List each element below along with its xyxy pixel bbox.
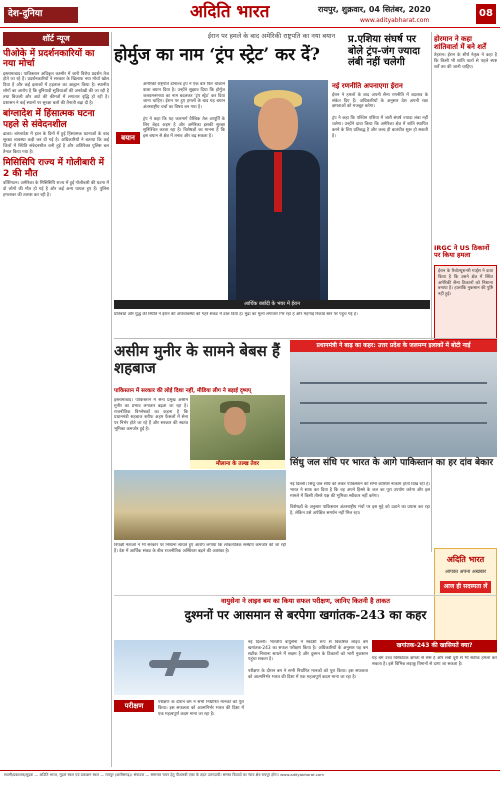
info-box bbox=[434, 265, 497, 340]
munir-article: इस्लामाबाद। पाकिस्तान में सेना प्रमुख असीम मुनीर का प्रभाव लगातार बढ़ता जा रहा है। राजनीतिक विश्लेषकों का कहना है कि प्रधानमंत्री शहबाज शरीफ अहम फैसलों में सेना पर निर्भर होते जा रहे हैं और सरकार की स्वतंत्र भूमिका कमजोर हुई है। bbox=[114, 398, 188, 432]
dam-structure bbox=[300, 422, 487, 424]
photo-face bbox=[258, 98, 298, 150]
indus-p2: विशेषज्ञों के अनुसार पाकिस्तान अंतरराष्ट्रीय मंचों पर इस मुद्दे को उठाने का प्रयास कर रहा है, लेकिन उसे अपेक्षित समर्थन नहीं मिल रहा। bbox=[290, 505, 430, 516]
features-article: यह बम उच्च विस्फोटक क्षमता से लैस है और लंबी दूरी से भी सटीक हमला कर सकता है। इसे विभिन्न लड़ाकू विमानों से दागा जा सकता है। bbox=[372, 656, 497, 667]
airforce-article bbox=[248, 640, 368, 765]
indus-headline: सिंधु जल संधि पर भारत के आगे पाकिस्तान का हर दांव बेकार bbox=[290, 458, 494, 468]
headline-pok: पीओके में प्रदर्शनकारियों का नया मोर्चा bbox=[3, 49, 95, 70]
munir-photo bbox=[190, 395, 285, 460]
flood-strip: प्रधानमंत्री ने बाढ़ का कहर: उत्तर प्रदेश के जलमग्न इलाकों में बोटी नाई bbox=[290, 340, 497, 352]
canal-photo bbox=[114, 470, 286, 540]
headline-irgc: IRGC ने US ठिकानों पर किया हमला bbox=[434, 244, 490, 260]
section-rule bbox=[114, 338, 497, 339]
dam-photo bbox=[290, 352, 497, 457]
article-mississippi: वॉशिंगटन। अमेरिका के मिसिसिपि राज्य में हुई गोलीबारी की घटना में दो लोगों की मौत हो गई है और कई अन्य घायल हुए हैं। पुलिस हमलावर की तलाश कर रही है। bbox=[3, 181, 109, 198]
photo-face bbox=[224, 407, 246, 435]
page-number: 08 bbox=[476, 4, 496, 24]
dam-structure bbox=[300, 382, 487, 384]
airforce-p2: परीक्षण के दौरान बम ने सभी निर्धारित मानकों को पूरा किया। इस सफलता को आत्मनिर्भर भारत की दिशा में एक महत्वपूर्ण कदम माना जा रहा है। bbox=[248, 668, 368, 680]
trump-photo bbox=[228, 80, 328, 300]
page-header bbox=[0, 0, 500, 28]
imprint-footer: स्वामी/प्रकाशक/मुद्रक — अदिति भारत, मुद्रण स्थल एवं प्रकाशन स्थल — रायपुर (छत्तीसगढ़)। संपादक — समाचार चयन हेतु पीआरबी एक्ट के तहत उत्तरदायी। समस्त विवादों का न्याय क्षेत्र रायपुर होगा। www.adityabharat.com bbox=[0, 770, 500, 789]
ad-cta-button[interactable]: आज ही सदस्यता लें bbox=[440, 581, 491, 593]
main-article-p2: ट्रंप ने कहा कि यह जलमार्ग वैश्विक तेल आपूर्ति के लिए बेहद अहम है और अमेरिका इसकी सुरक्षा सुनिश्चित करता रहा है। विशेषज्ञों का मानना है कि इस बयान से क्षेत्र में तनाव और बढ़ सकता है। bbox=[143, 116, 225, 140]
main-headline: होर्मुज का नाम ‘ट्रंप स्ट्रेट’ कर दें? bbox=[114, 45, 320, 65]
ad-tagline: आपका अपना अखबार bbox=[444, 569, 487, 575]
airforce-article-cont: परीक्षण के दौरान बम ने सभी निर्धारित मानकों को पूरा किया। इस सफलता को आत्मनिर्भर भारत की दिशा में एक महत्वपूर्ण कदम माना जा रहा है। bbox=[158, 700, 244, 717]
column-rule bbox=[431, 32, 432, 552]
jet-photo bbox=[114, 640, 244, 695]
main-article-p1: अमेरिकी राष्ट्रपति डोनाल्ड ट्रंप ने एक बार फिर चौंकाने वाला बयान दिया है। उन्होंने सुझाव दिया कि होर्मुज जलडमरूमध्य का नाम बदलकर ‘ट्रंप स्ट्रेट’ कर दिया जाना चाहिए। ईरान पर हुए हमलों के बाद यह बयान अंतरराष्ट्रीय चर्चा का विषय बन गया है। bbox=[143, 82, 225, 111]
masthead-logo: अदिति भारत bbox=[190, 2, 270, 22]
test-tag: परीक्षण bbox=[114, 700, 154, 712]
indus-article bbox=[290, 482, 430, 590]
headline-bangladesh: बांग्लादेश में हिंसात्मक घटना पहले से संवेदनशील bbox=[3, 109, 95, 130]
article-iran-strategy: ईरान ने हमलों के बाद अपनी सैन्य रणनीति में बदलाव के संकेत दिए हैं। अधिकारियों के अनुसार देश अपनी रक्षा क्षमताओं को मजबूत करेगा। bbox=[332, 92, 428, 110]
headline-mississippi: मिसिसिपि राज्य में गोलीबारी में 2 की मौत bbox=[3, 158, 104, 179]
jet-body bbox=[149, 660, 209, 668]
main-article-col2 bbox=[332, 82, 428, 297]
article-tehran: तेहरान। ईरान के शीर्ष नेतृत्व ने कहा है कि किसी भी शांति वार्ता से पहले स्पष्ट शर्तें तय की जानी चाहिए। bbox=[434, 53, 497, 70]
article-war-short: ट्रंप ने कहा कि पश्चिम एशिया में जारी संघर्ष ज्यादा लंबा नहीं चलेगा। उन्होंने दावा किया कि अमेरिका क्षेत्र में शांति स्थापित करने के लिए प्रतिबद्ध है और जल्द ही बातचीत शुरू हो सकती है। bbox=[332, 116, 428, 139]
website-link[interactable]: www.adityabharat.com bbox=[360, 17, 430, 24]
indus-p1: नई दिल्ली। सिंधु जल संधि को लेकर पाकिस्तान की सभी कोशिशें नाकाम होती दिख रही हैं। भारत ने साफ कर दिया है कि वह अपने हिस्से के जल का पूरा उपयोग करेगा और इस मामले में किसी तीसरे पक्ष की भूमिका स्वीकार नहीं करेगा। bbox=[290, 482, 430, 499]
ad-title: अदिति भारत bbox=[446, 555, 485, 564]
section-label: देश-दुनिया bbox=[4, 7, 78, 23]
column-rule bbox=[111, 32, 112, 767]
article-pok: इस्लामाबाद। पाकिस्तान अधिकृत कश्मीर में जारी विरोध प्रदर्शन तेज होते जा रहे हैं। प्रदर्शनकारियों ने सरकार के खिलाफ नया मोर्चा खोल दिया है और कई इलाकों में हड़ताल का आह्वान किया है। स्थानीय लोगों का आरोप है कि बुनियादी सुविधाओं की अनदेखी की जा रही है तथा बिजली और आटे की कीमतों में लगातार वृद्धि हो रही है। प्रशासन ने कई स्थानों पर सुरक्षा बलों की तैनाती बढ़ा दी है। bbox=[3, 71, 109, 106]
kicker: ईरान पर हमले के बाद अमेरिकी राष्ट्रपति का नया बयान bbox=[207, 32, 336, 40]
side-headline: प्र.एशिया संघर्ष पर बोले ट्रंप-जंग ज्यादा लंबी नहीं चलेगी bbox=[348, 34, 420, 68]
dam-structure bbox=[300, 402, 487, 404]
munir-caption: मौलाना के तल्ख तेवर bbox=[190, 460, 285, 469]
date-line: रायपुर, शुक्रवार, 04 सितंबर, 2020 bbox=[318, 5, 431, 14]
article-bangladesh: ढाका। बांग्लादेश में हाल के दिनों में हुई हिंसात्मक घटनाओं के बाद सुरक्षा व्यवस्था कड़ी कर दी गई है। अधिकारियों ने बताया कि कई जिलों में स्थिति संवेदनशील बनी हुई है और अतिरिक्त पुलिस बल तैनात किया गया है। bbox=[3, 132, 109, 155]
airforce-p1: नई दिल्ली। भारतीय वायुसेना ने स्वदेशी रूप से विकसित लाइव बम खगांतक-243 का सफल परीक्षण किया है। अधिकारियों के अनुसार यह बम सटीक निशाना साधने में सक्षम है और दुश्मन के ठिकानों को भारी नुकसान पहुंचा सकता है। bbox=[248, 640, 368, 663]
photo-tie bbox=[274, 152, 282, 212]
main-article-col1 bbox=[143, 82, 225, 297]
caption-article: प्रतिबंधों और युद्ध की स्थिति ने ईरान की अर्थव्यवस्था को गहरे संकट में डाल दिया है। मुद्रा का मूल्य लगातार गिर रहा है और महंगाई रिकॉर्ड स्तर पर पहुंच गई है। bbox=[114, 312, 358, 317]
article-irgc: ईरान के रिवोल्यूशनरी गार्ड्स ने दावा किया है कि उसने क्षेत्र में स्थित अमेरिकी सैन्य ठिकानों को निशाना बनाया है। हालांकि नुकसान की पुष्टि नहीं हुई। bbox=[438, 269, 493, 298]
photo-caption: आर्थिक बर्बादी के भंवर में ईरान bbox=[114, 300, 430, 309]
bayan-tag: बयान bbox=[116, 132, 140, 144]
munir-headline: असीम मुनीर के सामने बेबस हैं शहबाज bbox=[114, 342, 280, 377]
munir-subhead: पाकिस्तान में सरकार की लोई दिशा नहीं, मीडिया लीग ने बड़ाई दृष्यप् bbox=[114, 388, 252, 394]
subhead-iran: नई रणनीति अपनाएगा ईरान bbox=[332, 82, 403, 90]
headline-tehran: होरमान ने कहा शांतिवार्ता में बने शर्तें bbox=[434, 35, 487, 52]
airforce-kicker: वायुसेना ने लाइव बम का किया सफल परीक्षण, जानिए कितनी है ताकत bbox=[114, 595, 497, 606]
left-column bbox=[3, 32, 109, 752]
airforce-headline: दुश्मनों पर आसमान से बरपेगा खगांतक-243 का कहर bbox=[184, 608, 427, 622]
munir-article-cont: विपक्षी नेताओं ने भी सरकार पर निशाना साधते हुए आरोप लगाया कि लोकतांत्रिक संस्थाएं कमजोर की जा रही हैं। देश में आर्थिक संकट के बीच राजनीतिक अस्थिरता बढ़ने की आशंका है। bbox=[114, 543, 286, 554]
short-news-title: शॉर्ट न्यूज bbox=[3, 32, 109, 46]
features-box-title: खगांतक-243 की खासियतें क्या? bbox=[372, 640, 497, 652]
